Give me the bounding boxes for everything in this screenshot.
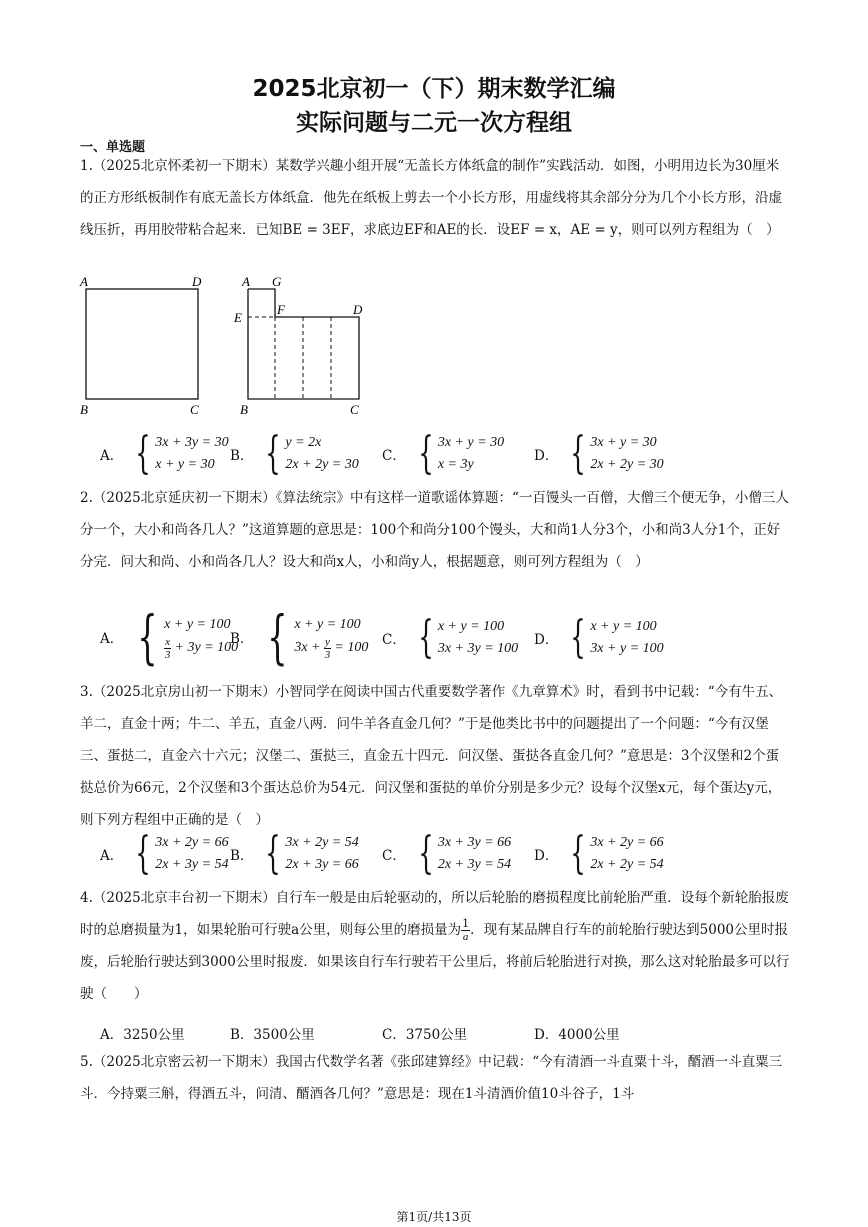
label-A2: A bbox=[242, 274, 250, 289]
option-d[interactable]: D． { 3x + y = 30 2x + 2y = 30 bbox=[534, 428, 664, 479]
option-a[interactable]: A．3250公里 bbox=[100, 1027, 185, 1043]
label-B2: B bbox=[240, 402, 248, 417]
option-a[interactable]: A． { 3x + 2y = 66 2x + 3y = 54 bbox=[100, 828, 229, 879]
option-d[interactable]: D． { x + y = 100 3x + y = 100 bbox=[534, 612, 664, 663]
option-a[interactable]: A． { x + y = 100 $\frac{x}{3}$ + 3y = 100 bbox=[100, 603, 239, 671]
question-3-text: 3.（2025北京房山初一下期末）小智同学在阅读中国古代重要数学著作《九章算术》时，看到书中记载：“今有牛五、羊二，直金十两；牛二、羊五，直金八两．问牛羊各直金几何？”于是他类比书中的问题提出了一个问题：“今有汉堡三、蛋挞二，直金六十六元；汉堡二、蛋挞三，直金五十四元．问汉堡、蛋挞各直金几何？”意思是：3个汉堡和2个蛋挞总价为66元，2个汉堡和3个蛋达总价为54元．问汉堡和蛋挞的单价分别是多少元？设每个汉堡x元，每个蛋达y元，则下列方程组中正确的是（ ） bbox=[80, 684, 783, 828]
option-c[interactable]: C． { x + y = 100 3x + 3y = 100 bbox=[382, 612, 519, 663]
option-d[interactable]: D．4000公里 bbox=[534, 1027, 620, 1043]
option-b[interactable]: B．3500公里 bbox=[230, 1027, 315, 1043]
label-A: A bbox=[80, 274, 88, 289]
label-B: B bbox=[80, 402, 88, 417]
option-a[interactable]: A． { 3x + 3y = 30 x + y = 30 bbox=[100, 428, 229, 479]
label-C2: C bbox=[350, 402, 359, 417]
question-2-text: 2.（2025北京延庆初一下期末）《算法统宗》中有这样一道歌谣体算题：“一百馒头一百僧，大僧三个便无争，小僧三人分一个，大小和尚各几人？”这道算题的意思是：100个和尚分100个馒头，大和尚1人分3个，小和尚3人分1个，正好分完．问大和尚、小和尚各几人？设大和尚x人，小和尚y人，根据题意，则可列方程组为（ ） bbox=[80, 490, 789, 570]
option-d[interactable]: D． { 3x + 2y = 66 2x + 2y = 54 bbox=[534, 828, 664, 879]
section-heading: 一、单选题 bbox=[80, 140, 146, 155]
label-G: G bbox=[272, 274, 282, 289]
label-D2: D bbox=[353, 302, 363, 317]
fraction-1-over-a: $\frac{1}{a}$ bbox=[462, 917, 470, 943]
option-c[interactable]: C． { 3x + y = 30 x = 3y bbox=[382, 428, 505, 479]
option-b[interactable]: B． { x + y = 100 3x + $\frac{y}{3}$ = 100 bbox=[230, 603, 369, 671]
page-title: 2025北京初一（下）期末数学汇编 bbox=[252, 76, 616, 102]
question-4-text: 4.（2025北京丰台初一下期末）自行车一般是由后轮驱动的，所以后轮胎的磨损程度比前轮胎严重．设每个新轮胎报废时的总磨损量为1，如果轮胎可行驶a公里，则每公里的磨损量为 $\frac{1}{a}$ ．现有某品牌自行车的前轮胎行驶达到5000公里时报废，后轮胎行驶达到3000公里时报废．如果该自行车行驶若干公里后，将前后轮胎进行对换，那么这对轮胎最多可以行驶（ ） bbox=[80, 890, 790, 1002]
option-b[interactable]: B． { 3x + 2y = 54 2x + 3y = 66 bbox=[230, 828, 359, 879]
label-E: E bbox=[234, 310, 242, 325]
question-1-figure bbox=[70, 270, 380, 420]
page-footer: 第1页/共13页 bbox=[396, 1210, 472, 1224]
label-C: C bbox=[190, 402, 199, 417]
option-c[interactable]: C．3750公里 bbox=[382, 1027, 468, 1043]
label-F: F bbox=[277, 302, 285, 317]
option-c[interactable]: C． { 3x + 3y = 66 2x + 3y = 54 bbox=[382, 828, 512, 879]
question-1-text: 1.（2025北京怀柔初一下期末）某数学兴趣小组开展“无盖长方体纸盒的制作”实践活动．如图，小明用边长为30厘米的正方形纸板制作有底无盖长方体纸盒．他先在纸板上剪去一个小长方形，用虚线将其余部分分为几个小长方形，沿虚线压折，再用胶带粘合起来．已知BE = 3EF，求底边EF和AE的长．设EF = x，AE = y，则可以列方程组为（ ） bbox=[80, 158, 782, 238]
question-5-text: 5.（2025北京密云初一下期末）我国古代数学名著《张邱建算经》中记载：“今有清酒一斗直粟十斗，醑酒一斗直粟三斗．今持粟三斛，得酒五斗，问清、醑酒各几何？”意思是：现在1斗清酒价值10斗谷子，1斗 bbox=[80, 1054, 783, 1102]
option-b[interactable]: B． { y = 2x 2x + 2y = 30 bbox=[230, 428, 359, 479]
label-D: D bbox=[192, 274, 202, 289]
page-subtitle: 实际问题与二元一次方程组 bbox=[296, 110, 572, 136]
square-diagram bbox=[86, 289, 198, 399]
